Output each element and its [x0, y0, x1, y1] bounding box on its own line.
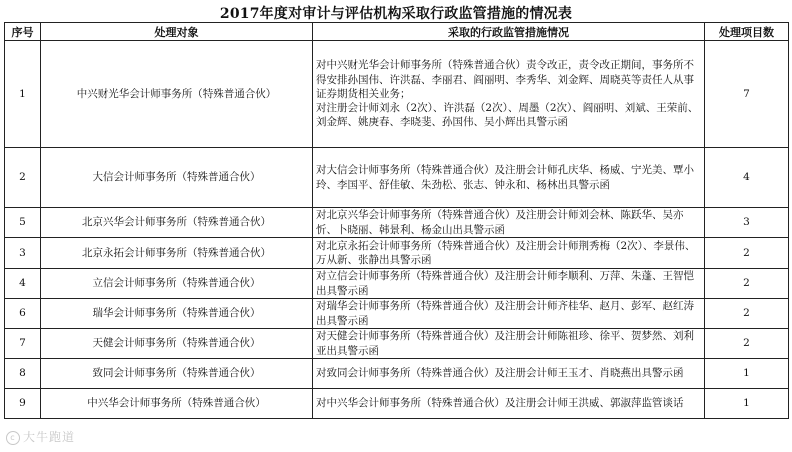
measure-text: 对致同会计师事务所（特殊普通合伙）及注册会计师王玉才、肖晓燕出具警示函 — [316, 367, 684, 380]
row-measure — [313, 299, 705, 329]
watermark — [6, 428, 75, 445]
row-count: 7 — [705, 41, 789, 148]
header-measure: 采取的行政监管措施情况 — [313, 23, 705, 41]
table-row — [5, 359, 789, 389]
measure-text: 对北京永拓会计师事务所（特殊普通合伙）及注册会计师荆秀梅（2次）、李景伟、万从新、张静出具警示函 — [316, 239, 696, 266]
row-count: 2 — [705, 238, 789, 269]
row-measure — [313, 329, 705, 359]
measure-text: 对瑞华会计师事务所（特殊普通合伙）及注册会计师齐桂华、赵月、彭军、赵红涛出具警示函 — [316, 300, 694, 327]
row-measure — [313, 269, 705, 299]
measure-text: 对注册会计师刘永（2次）、许洪磊（2次）、周墨（2次）、阎丽明、刘斌、王荣前、刘金辉、姚庚春、李晓斐、孙国伟、吴小辉出具警示函 — [316, 102, 699, 129]
measure-text: 对立信会计师事务所（特殊普通合伙）及注册会计师李顺利、万萍、朱蓬、王智恺出具警示函 — [316, 270, 694, 297]
row-measure — [313, 238, 705, 269]
measure-text: 对大信会计师事务所（特殊普通合伙）及注册会计师孔庆华、杨威、宁光美、覃小玲、李国平、舒佳敏、朱劲松、张志、钟永和、杨林出具警示函 — [316, 164, 694, 191]
table-title: 2017年度对审计与评估机构采取行政监管措施的情况表 — [219, 6, 573, 22]
row-object: 致同会计师事务所（特殊普通合伙） — [41, 359, 313, 389]
table-body — [5, 41, 789, 419]
table-row — [5, 148, 789, 208]
row-count: 2 — [705, 269, 789, 299]
row-object: 立信会计师事务所（特殊普通合伙） — [41, 269, 313, 299]
measure-text: 对中兴财光华会计师事务所（特殊普通合伙）责令改正，责令改正期间，事务所不得安排孙国伟、许洪磊、李丽君、阎丽明、李秀华、刘金辉、周晓英等责任人从事证券期货相关业务； — [316, 59, 694, 100]
table-row — [5, 208, 789, 238]
row-number: 9 — [5, 389, 41, 419]
table-row — [5, 41, 789, 148]
measure-text: 对天健会计师事务所（特殊普通合伙）及注册会计师陈祖珍、徐平、贺梦然、刘利亚出具警示函 — [316, 330, 694, 357]
row-measure — [313, 148, 705, 208]
measure-text: 对北京兴华会计师事务所（特殊普通合伙）及注册会计师刘会林、陈跃华、吴亦忻、卜晓丽、韩景利、杨金山出具警示函 — [316, 209, 684, 236]
row-measure — [313, 359, 705, 389]
row-count: 1 — [705, 389, 789, 419]
row-count: 4 — [705, 148, 789, 208]
header-object: 处理对象 — [41, 23, 313, 41]
row-number: 5 — [5, 208, 41, 238]
table-row — [5, 238, 789, 269]
table-row — [5, 389, 789, 419]
row-number: 4 — [5, 269, 41, 299]
row-number: 8 — [5, 359, 41, 389]
row-measure — [313, 41, 705, 148]
row-object: 北京兴华会计师事务所（特殊普通合伙） — [41, 208, 313, 238]
row-object: 中兴财光华会计师事务所（特殊普通合伙） — [41, 41, 313, 148]
measure-text: 对中兴华会计师事务所（特殊普通合伙）及注册会计师王洪威、郭淑萍监管谈话 — [316, 397, 684, 410]
row-count: 1 — [705, 359, 789, 389]
row-number: 1 — [5, 41, 41, 148]
row-object: 中兴华会计师事务所（特殊普通合伙） — [41, 389, 313, 419]
row-object: 瑞华会计师事务所（特殊普通合伙） — [41, 299, 313, 329]
header-count: 处理项目数 — [705, 23, 789, 41]
row-count: 2 — [705, 329, 789, 359]
row-measure — [313, 389, 705, 419]
table-header-row — [5, 23, 789, 41]
header-no: 序号 — [5, 23, 41, 41]
watermark-text: 大牛跑道 — [23, 430, 76, 444]
table-row — [5, 269, 789, 299]
row-object: 北京永拓会计师事务所（特殊普通合伙） — [41, 238, 313, 269]
row-count: 2 — [705, 299, 789, 329]
table-row — [5, 299, 789, 329]
row-measure — [313, 208, 705, 238]
circle-logo-icon: c — [6, 431, 20, 445]
row-number: 7 — [5, 329, 41, 359]
row-object: 天健会计师事务所（特殊普通合伙） — [41, 329, 313, 359]
row-number: 2 — [5, 148, 41, 208]
row-object: 大信会计师事务所（特殊普通合伙） — [41, 148, 313, 208]
row-count: 3 — [705, 208, 789, 238]
row-number: 3 — [5, 238, 41, 269]
measures-table — [4, 22, 789, 419]
row-number: 6 — [5, 299, 41, 329]
table-row — [5, 329, 789, 359]
